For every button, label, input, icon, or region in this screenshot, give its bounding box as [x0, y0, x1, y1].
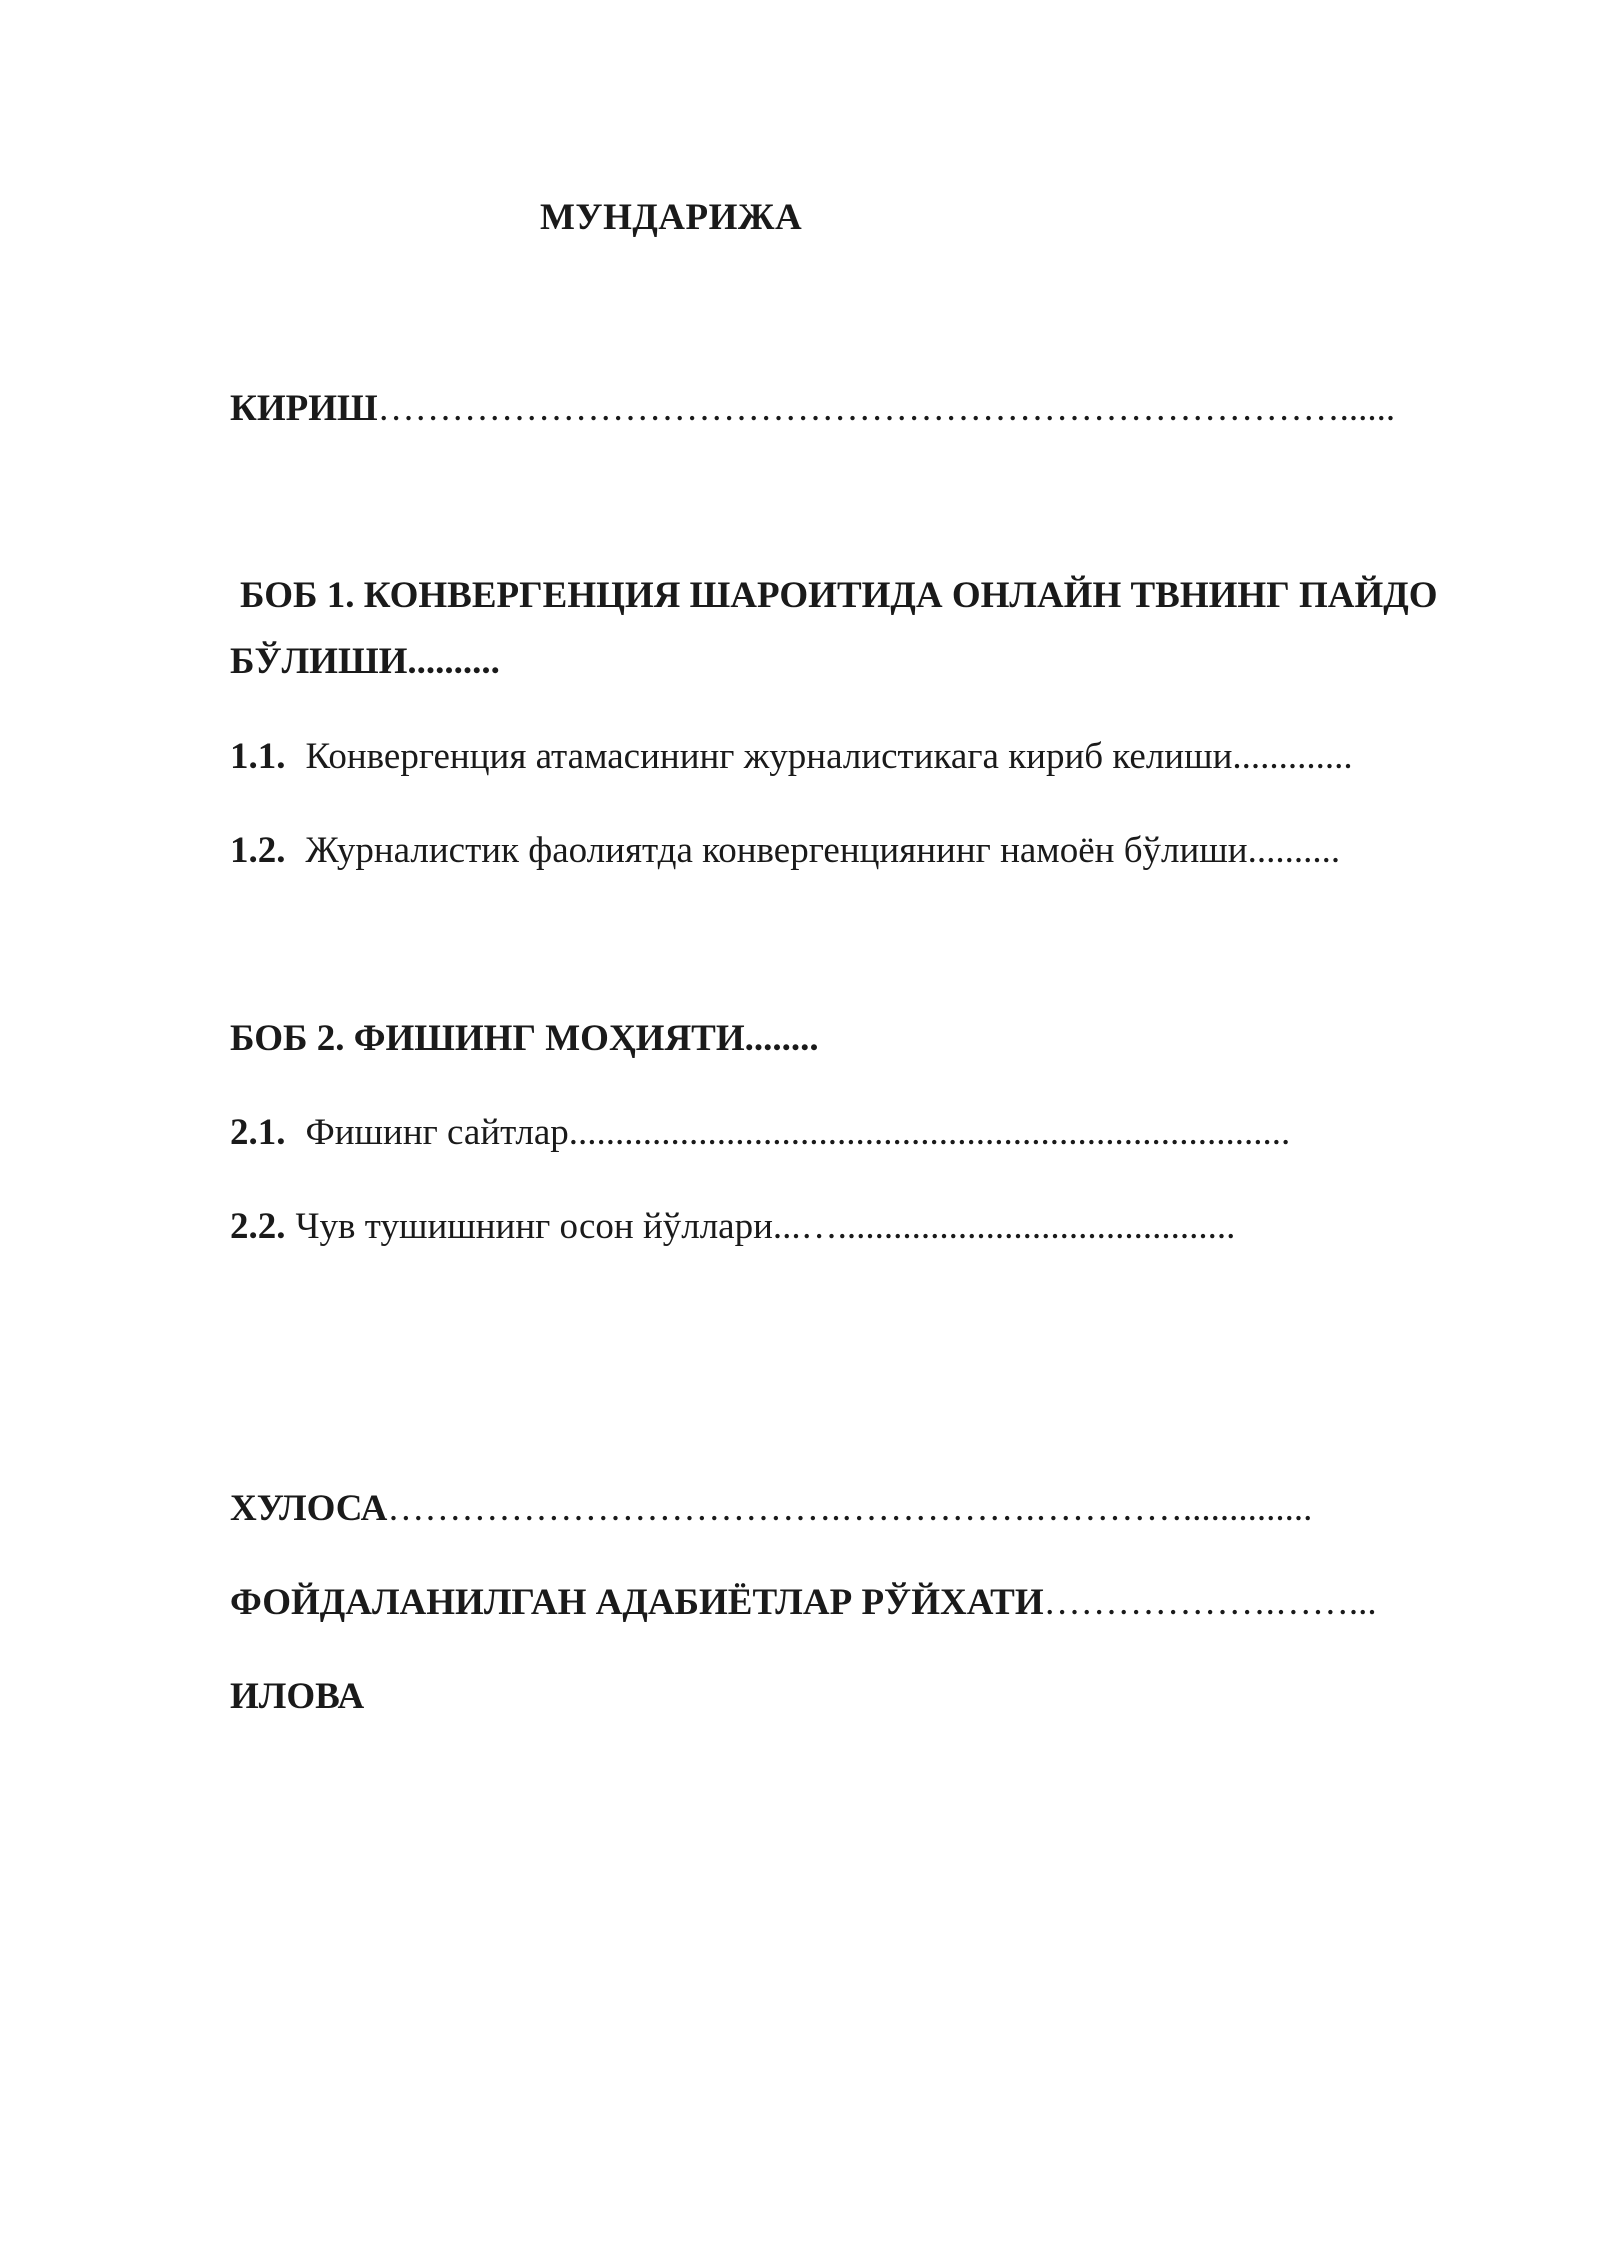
toc-entry-2-1: [230, 1110, 1290, 1156]
section-number: 2.1.: [230, 1112, 286, 1153]
toc-entry-conclusion: [230, 1486, 1312, 1532]
toc-entry-label: ИЛОВА: [230, 1676, 365, 1717]
chapter-1-heading-line-1: БОБ 1. КОНВЕРГЕНЦИЯ ШАРОИТИДА ОНЛАЙН ТВНИНГ ПАЙДО: [240, 575, 1438, 616]
toc-entry-1-1: [230, 734, 1353, 780]
section-number: 1.1.: [230, 736, 286, 777]
toc-leader: ……………….……...: [1043, 1582, 1377, 1623]
section-number: 2.2.: [230, 1206, 286, 1247]
toc-entry-intro: [230, 386, 1395, 432]
toc-entry-references: [230, 1580, 1377, 1626]
toc-chapter-1: [230, 563, 1530, 695]
section-number: 1.2.: [230, 830, 286, 871]
toc-entry-label: ФОЙДАЛАНИЛГАН АДАБИЁТЛАР РЎЙХАТИ: [230, 1582, 1044, 1623]
chapter-1-heading-line-2: БЎЛИШИ..........: [230, 641, 500, 682]
toc-entry-1-2: [230, 828, 1340, 874]
section-title: Фишинг сайтлар..............................................................................: [305, 1112, 1291, 1153]
toc-entry-label: ХУЛОСА: [230, 1488, 388, 1529]
section-title: Чув тушишнинг осон йўллари...…...........................................: [295, 1206, 1236, 1247]
page-title: МУНДАРИЖА: [540, 197, 803, 238]
chapter-2-heading: БОБ 2. ФИШИНГ МОҲИЯТИ........: [230, 1018, 819, 1059]
section-title: Конвергенция атамасининг журналистикага кириб келиши.............: [305, 736, 1353, 777]
toc-leader: ……………………………………………………………………......: [377, 388, 1396, 429]
toc-chapter-2: [230, 1016, 819, 1062]
toc-leader: ……………………………….…………….…………..............: [387, 1488, 1313, 1529]
section-title: Журналистик фаолиятда конвергенциянинг намоён бўлиши..........: [305, 830, 1341, 871]
toc-entry-2-2: [230, 1204, 1235, 1250]
toc-entry-label: КИРИШ: [230, 388, 378, 429]
toc-entry-appendix: [230, 1674, 364, 1720]
